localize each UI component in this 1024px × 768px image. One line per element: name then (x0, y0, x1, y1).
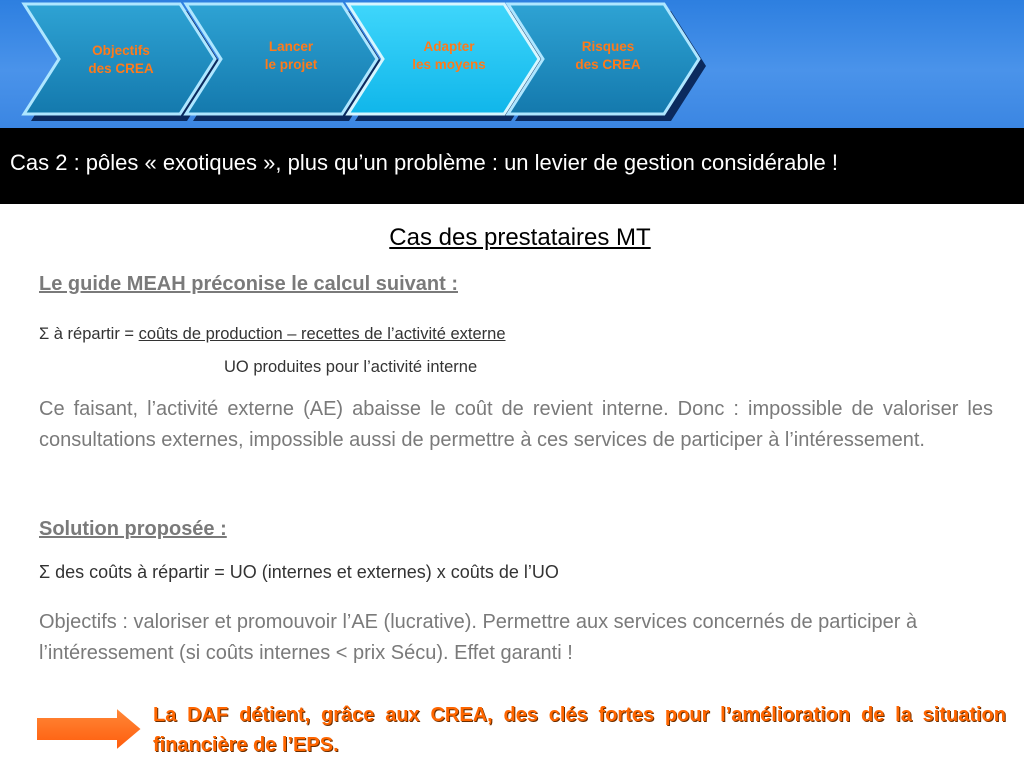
guide-heading: Le guide MEAH préconise le calcul suivant : (39, 273, 458, 295)
chevron-label-line2: des CREA (88, 61, 154, 76)
solution-paragraph: Objectifs : valoriser et promouvoir l’AE (lucrative). Permettre aux services concernés de participer à l’intéressement (si coûts internes < prix Sécu). Effet garanti ! (39, 611, 918, 664)
chevron-label-line1: Objectifs (92, 43, 150, 58)
chevron-label-risques (553, 38, 663, 74)
arrow-right-icon (34, 705, 146, 755)
chevron-label-objectifs (66, 42, 176, 78)
formula-prefix: Σ à répartir = (39, 325, 139, 343)
chevron-label-lancer (236, 38, 346, 74)
chevron-label-line1: Adapter (423, 39, 475, 54)
guide-paragraph: Ce faisant, l’activité externe (AE) abaisse le coût de revient interne. Donc : impossible de valoriser les consultations externes, impossible aussi de permettre à ces services de participer à l’intéressement. (39, 398, 993, 451)
chevron-label-adapter (394, 38, 504, 74)
chevron-label-line2: les moyens (412, 57, 486, 72)
page-title: Cas 2 : pôles « exotiques », plus qu’un problème : un levier de gestion considérable ! (10, 150, 838, 175)
formula-denominator: UO produites pour l’activité interne (224, 358, 478, 376)
solution-formula: Σ des coûts à répartir = UO (internes et externes) x coûts de l’UO (39, 562, 559, 582)
title-bar (0, 128, 1024, 204)
chevron-label-line1: Risques (581, 39, 635, 54)
chevron-label-line2: le projet (264, 57, 318, 72)
chevron-label-line2: des CREA (575, 57, 641, 72)
solution-heading: Solution proposée : (39, 518, 227, 540)
formula-numerator: coûts de production – recettes de l’activité externe (138, 325, 506, 343)
guide-formula (39, 325, 506, 344)
section-title: Cas des prestataires MT (389, 224, 651, 251)
conclusion-text: La DAF détient, grâce aux CREA, des clés fortes pour l’amélioration de la situation financière de l’EPS. (153, 704, 1006, 756)
chevron-label-line1: Lancer (268, 39, 314, 54)
